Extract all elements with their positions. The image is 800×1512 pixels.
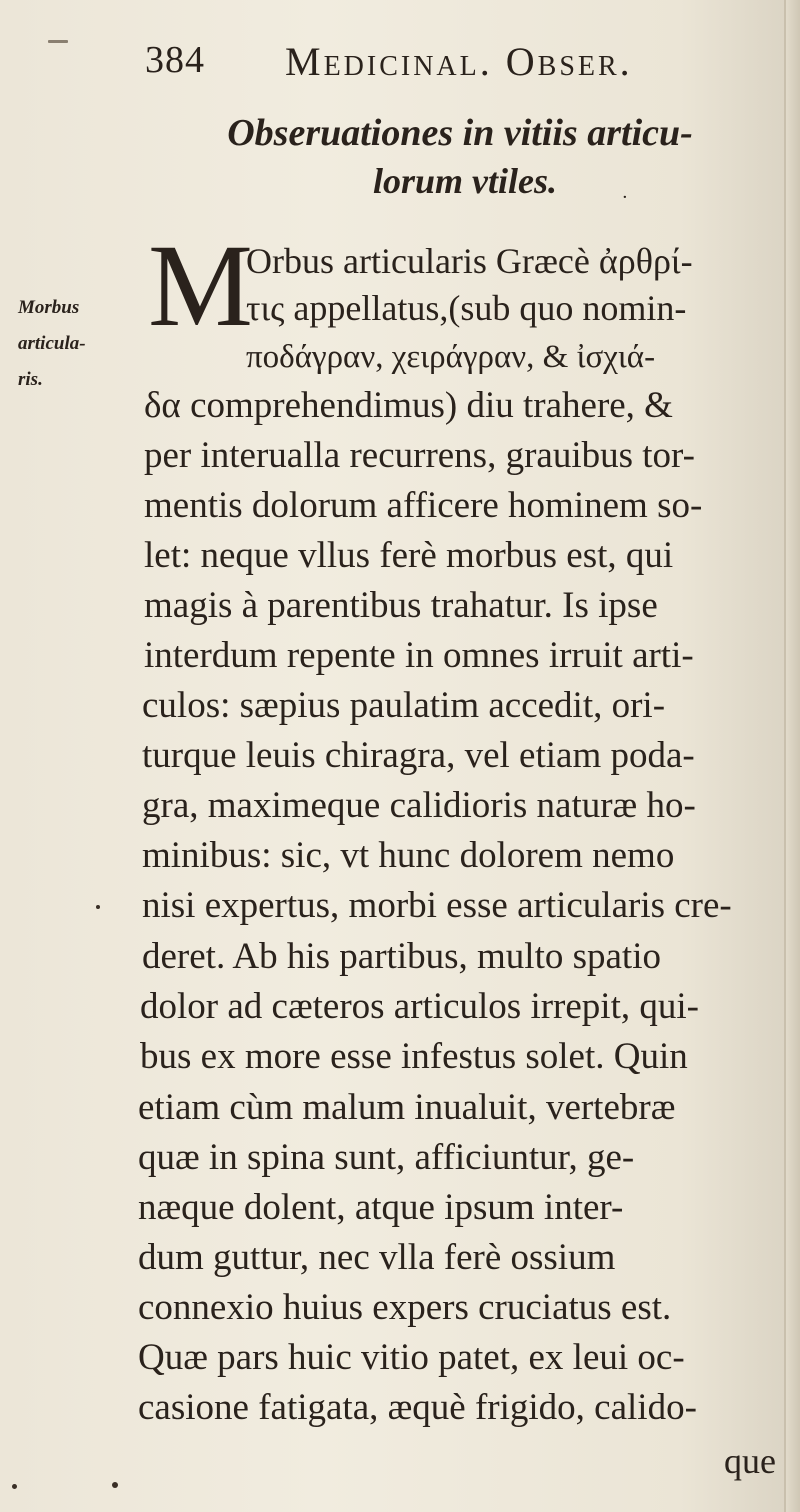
marginal-note-line: articula-: [18, 333, 86, 354]
text-line: casione fatigata, æquè frigido, calido-: [138, 1387, 697, 1428]
ink-speck: [112, 1482, 118, 1488]
text-line: turque leuis chiragra, vel etiam poda-: [142, 735, 695, 776]
text-line: culos: sæpius paulatim accedit, ori-: [142, 685, 666, 726]
text-line: deret. Ab his partibus, multo spatio: [142, 936, 661, 977]
marginal-note-line: Morbus: [18, 297, 80, 318]
drop-cap: M: [148, 220, 253, 351]
text-line: τις appellatus,(sub quo nomin-: [246, 288, 687, 328]
text-line: bus ex more esse infestus solet. Quin: [140, 1036, 688, 1077]
text-line: næque dolent, atque ipsum inter-: [138, 1187, 624, 1228]
text-line: ποδάγραν, χειράγραν, & ἰσχιά-: [246, 339, 656, 375]
page-edge-line: [784, 0, 786, 1512]
text-line: nisi expertus, morbi esse articularis cre-: [142, 885, 732, 926]
text-line: dolor ad cæteros articulos irrepit, qui-: [140, 986, 699, 1027]
section-title: [140, 108, 780, 204]
text-line: Quæ pars huic vitio patet, ex leui oc-: [138, 1337, 685, 1378]
text-line: mentis dolorum afficere hominem so-: [144, 485, 703, 526]
marginal-note: [18, 290, 138, 398]
text-line: Orbus articularis Græcè ἀρθρί-: [246, 241, 693, 281]
page-header: [145, 38, 765, 88]
marginal-note-line: ris.: [18, 369, 43, 390]
page-edge: [786, 0, 800, 1512]
section-title-line-2: lorum vtiles.: [372, 161, 557, 201]
running-head: Medicinal. Obser.: [285, 39, 633, 84]
ink-speck: [48, 40, 68, 43]
stray-dot: ·: [622, 187, 628, 208]
text-line: quæ in spina sunt, afficiuntur, ge-: [138, 1137, 635, 1178]
ink-speck: [96, 905, 100, 909]
text-line: connexio huius expers cruciatus est.: [138, 1287, 672, 1328]
text-line: interdum repente in omnes irruit arti-: [144, 635, 694, 676]
text-line: minibus: sic, vt hunc dolorem nemo: [142, 835, 675, 876]
text-line: dum guttur, nec vlla ferè ossium: [138, 1237, 616, 1278]
page-number: 384: [145, 39, 205, 81]
section-title-line-1: Obseruationes in vitiis articu-: [227, 112, 693, 154]
ink-speck: [12, 1484, 17, 1489]
text-line: gra, maximeque calidioris naturæ ho-: [142, 785, 696, 826]
text-line: δα comprehendimus) diu trahere, &: [144, 385, 673, 426]
text-line: magis à parentibus trahatur. Is ipse: [144, 585, 658, 626]
text-line: let: neque vllus ferè morbus est, qui: [144, 535, 674, 576]
text-line: per interualla recurrens, grauibus tor-: [144, 435, 695, 476]
catchword: que: [724, 1441, 776, 1481]
text-line: etiam cùm malum inualuit, vertebræ: [138, 1087, 676, 1128]
